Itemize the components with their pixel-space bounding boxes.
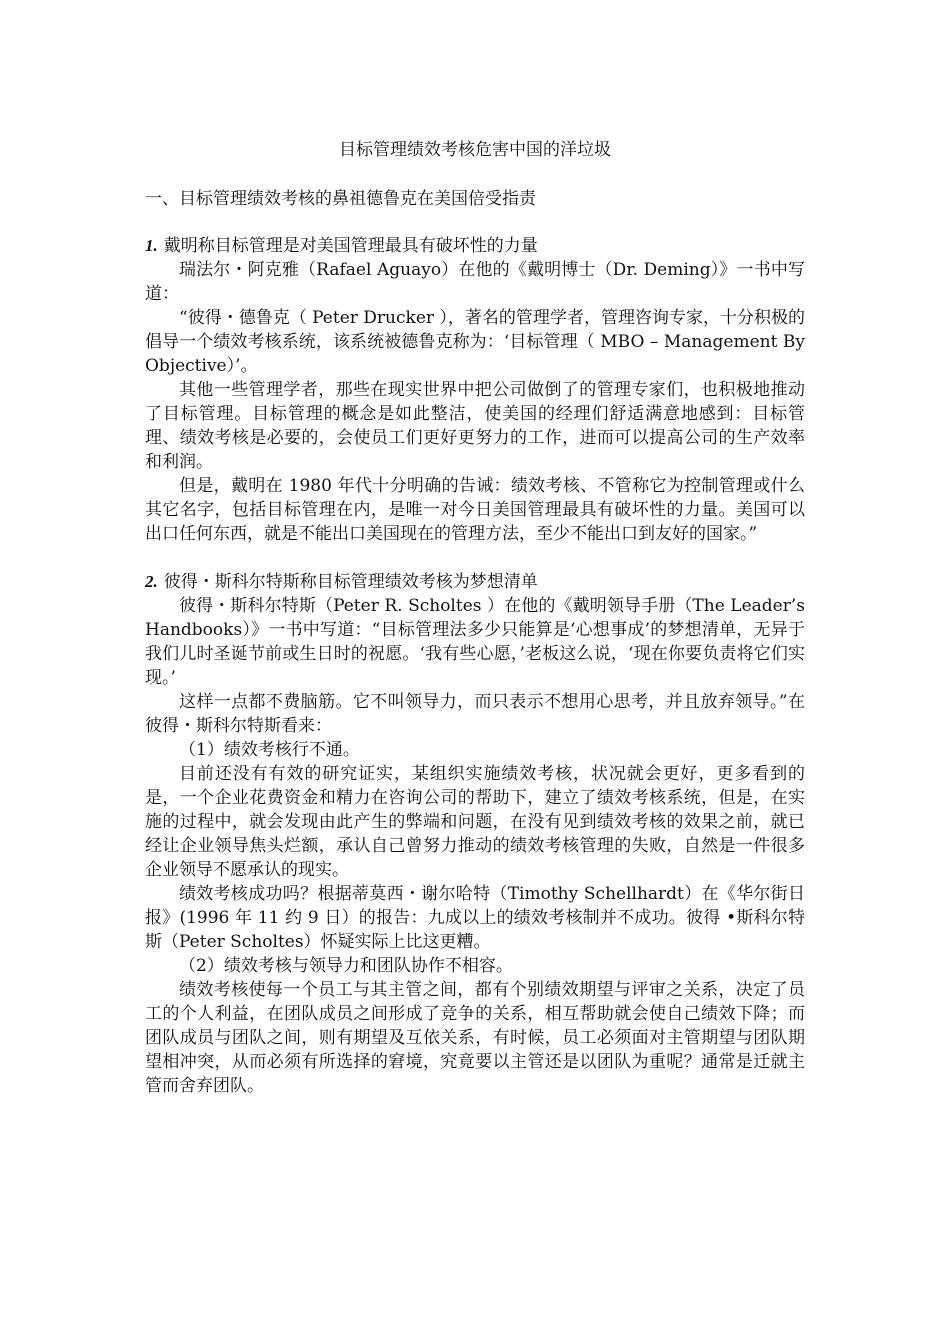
document-page bbox=[145, 138, 805, 1098]
paragraph: （1）绩效考核行不通。 bbox=[179, 740, 360, 760]
paragraph: “彼得・德鲁克（ Peter Drucker ），著名的管理学者，管理咨询专家，十分积极的倡导一个绩效考核系统，该系统被德鲁克称为：‘目标管理（ MBO – Management By Objective）’。 bbox=[145, 308, 805, 376]
paragraph: 绩效考核成功吗？根据蒂莫西・谢尔哈特（Timothy Schellhardt）在《华尔街日报》(1996 年 11 约 9 日）的报告：九成以上的绩效考核制并不成功。彼得 •斯科尔特斯（Peter Scholtes）怀疑实际上比这更糟。 bbox=[145, 884, 805, 952]
paragraph: 目前还没有有效的研究证实，某组织实施绩效考核，状况就会更好，更多看到的是，一个企业花费资金和精力在咨询公司的帮助下，建立了绩效考核系统，但是，在实施的过程中，就会发现由此产生的弊端和问题，在没有见到绩效考核的效果之前，就已经让企业领导焦头烂额，承认自己曾努力推动的绩效考核管理的失败，自然是一件很多企业领导不愿承认的现实。 bbox=[145, 764, 805, 880]
paragraph: 绩效考核使每一个员工与其主管之间，都有个别绩效期望与评审之关系，决定了员工的个人利益，在团队成员之间形成了竞争的关系，相互帮助就会使自己绩效下降；而团队成员与团队之间，则有期望及互依关系，有时候，员工必须面对主管期望与团队期望相冲突，从而必须有所选择的窘境，究竟要以主管还是以团队为重呢？通常是迁就主管而舍弃团队。 bbox=[145, 980, 805, 1096]
subheading-2 bbox=[145, 570, 805, 594]
paragraph: 其他一些管理学者，那些在现实世界中把公司做倒了的管理专家们，也积极地推动了目标管理。目标管理的概念是如此整洁，使美国的经理们舒适满意地感到：目标管理、绩效考核是必要的，会使员工们更好更努力的工作，进而可以提高公司的生产效率和利润。 bbox=[145, 380, 805, 472]
paragraph: 这样一点都不费脑筋。它不叫领导力，而只表示不想用心思考，并且放弃领导。”在彼得・斯科尔特斯看来： bbox=[145, 692, 805, 736]
section-heading-1: 一、目标管理绩效考核的鼻祖德鲁克在美国倍受指责 bbox=[145, 189, 536, 209]
document-title: 目标管理绩效考核危害中国的洋垃圾 bbox=[339, 140, 611, 160]
paragraph: 但是，戴明在 1980 年代十分明确的告诫：绩效考核、不管称它为控制管理或什么其它名字，包括目标管理在内，是唯一对今日美国管理最具有破坏性的力量。美国可以出口任何东西，就是不能出口美国现在的管理方法，至少不能出口到友好的国家。” bbox=[145, 476, 805, 544]
paragraph: 彼得・斯科尔特斯（Peter R. Scholtes ）在他的《戴明领导手册（The Leader’s Handbooks）》一书中写道：“目标管理法多少只能算是‘心想事成’的梦想清单，无异于我们儿时圣诞节前或生日时的祝愿。‘我有些心愿，’老板这么说，‘现在你要负责将它们实现。’ bbox=[145, 596, 805, 688]
subheading-1 bbox=[145, 234, 805, 258]
paragraph: 瑞法尔・阿克雅（Rafael Aguayo）在他的《戴明博士（Dr. Deming）》一书中写道： bbox=[145, 260, 805, 304]
subheading-number: 1. bbox=[145, 236, 158, 255]
paragraph: （2）绩效考核与领导力和团队协作不相容。 bbox=[179, 956, 513, 976]
subheading-title: 彼得・斯科尔特斯称目标管理绩效考核为梦想清单 bbox=[163, 572, 538, 592]
spacer bbox=[145, 546, 805, 570]
subheading-number: 2. bbox=[145, 572, 158, 591]
subheading-title: 戴明称目标管理是对美国管理最具有破坏性的力量 bbox=[163, 236, 538, 256]
